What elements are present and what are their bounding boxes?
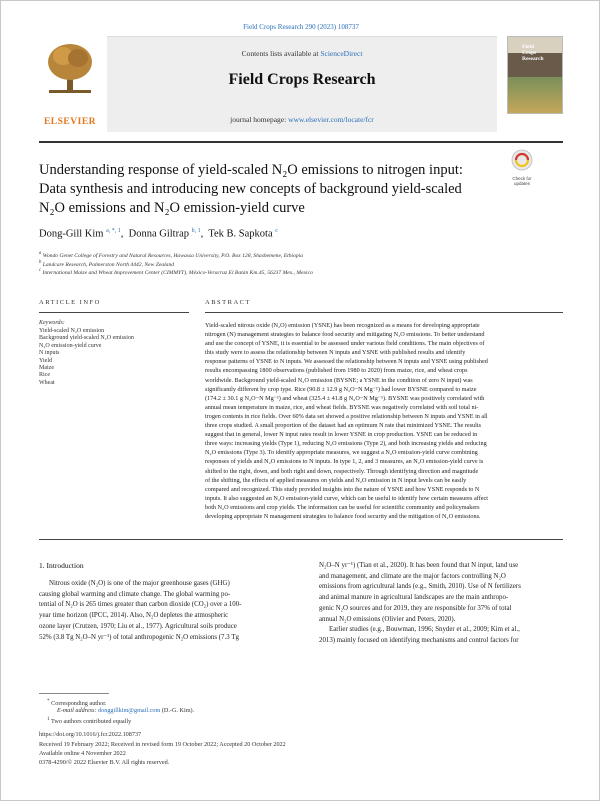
- homepage-link[interactable]: www.elsevier.com/locate/fcr: [288, 115, 374, 124]
- author-name[interactable]: Donna Giltrap: [128, 228, 190, 240]
- footnote-text: Corresponding author.: [51, 700, 107, 708]
- journal-cover[interactable]: [507, 36, 563, 114]
- intro-line: Nitrous oxide (N₂O) is one of the major greenhouse gases (GHG): [49, 580, 230, 587]
- running-head[interactable]: Field Crops Research 290 (2023) 108737: [243, 23, 359, 31]
- affiliation-mark: b: [39, 260, 42, 265]
- intro-line: genic N₂O sources and for 2019, they are responsible for 37% of total: [319, 604, 512, 612]
- abstract-line: N₂O emissions (Type 3). To identify appropriate measures, we suggest a N₂O emission-yield curve combining: [205, 449, 478, 457]
- check-updates-line: Check for: [512, 176, 532, 181]
- elsevier-logo[interactable]: [39, 36, 101, 131]
- footnote-text: Two authors contributed equally: [51, 718, 132, 726]
- abstract-rule: [205, 312, 563, 313]
- journal-masthead: [39, 36, 563, 131]
- author-marks[interactable]: b, 1: [191, 228, 201, 234]
- abstract-line: results encompassing 1800 observations (published from 1980 to 2020) from maize, rice, and wheat crops: [205, 367, 468, 375]
- check-updates-line: updates: [513, 181, 530, 186]
- elsevier-tree-icon: [45, 40, 95, 96]
- keyword: Wheat: [39, 379, 55, 386]
- article-info-heading: ARTICLE INFO: [39, 299, 101, 306]
- journal-header-box: [107, 36, 497, 132]
- abstract-line: three ways: increasing yields (Type 1), reducing N₂O emissions (Type 2), and both increasing yields and reducing: [205, 440, 487, 448]
- journal-title: Field Crops Research: [228, 71, 376, 88]
- abstract-line: of the shifting, the effects of applied measures on yields and N₂O emission in N input levels can be easily: [205, 476, 467, 484]
- intro-line: year time horizon (IPCC, 2014). Also, N₂O depletes the atmospheric: [39, 612, 229, 620]
- abstract-line: Yield-scaled nitrous oxide (N₂O) emission (YSNE) has been recognized as a means for developing appropriate: [205, 322, 480, 329]
- contents-prefix: Contents lists available at: [241, 49, 321, 58]
- abstract-line: developing appropriate N management strategies to balance food security and the mitigation of N₂O emissions.: [205, 512, 481, 520]
- cover-title-line: Crops: [522, 50, 537, 56]
- publisher-name: ELSEVIER: [43, 117, 97, 127]
- masthead-rule: [39, 141, 563, 143]
- doi-link[interactable]: https://doi.org/10.1016/j.fcr.2022.108737: [39, 731, 142, 738]
- abstract-line: both N₂O emissions and crop yields. The information can be useful for scientific community and policymakers: [205, 503, 480, 511]
- abstract-line: this study were to assess the relationship between N inputs and YSNE with published results and identify: [205, 349, 466, 357]
- author-list: Dong-Gill Kim $^{a, *, 1}$, Donna Giltrap $^{b, 1}$, Tek B. Sapkota $^c$: [39, 228, 278, 240]
- check-for-updates-badge[interactable]: [507, 149, 537, 186]
- intro-line: ozone layer (Crutzen, 1970; Liu et al., 1977). Agricultural soils produce: [39, 622, 237, 630]
- footnote-corresponding: * Corresponding author.: [47, 698, 107, 708]
- abstract-heading: ABSTRACT: [205, 299, 251, 306]
- abstract-line: compared and recognized. This study provided insights into the nature of YSNE and how YSNE responds to N: [205, 485, 480, 493]
- abstract-line: inputs. It also suggested an N₂O emission-yield curve, which can be useful to identify how certain measures affect: [205, 494, 488, 502]
- article-info-rule: [39, 312, 189, 313]
- abstract-line: trogen contents in rice fields. Over 60% data set showed a positive relationship between N inputs and YSNE in all: [205, 412, 488, 420]
- intro-line: 2013) mainly focused on identifying mechanisms and control factors for: [319, 636, 519, 644]
- contents-line: [107, 49, 497, 58]
- article-title: [39, 161, 499, 218]
- received-dates: Received 19 February 2022; Received in revised form 19 October 2022; Accepted 20 October 2022: [39, 741, 286, 748]
- abstract-line: and use the concept of YSNE, it is essential to be assessed under various field conditions. The main objectives of: [205, 340, 485, 348]
- affiliation: [39, 260, 174, 268]
- affiliation-text: Landcare Research, Palmerston North 4442, New Zealand: [42, 261, 175, 268]
- email-label: E-mail address:: [57, 707, 99, 714]
- affiliation-mark: c: [39, 268, 42, 273]
- abstract-body: [205, 321, 563, 521]
- intro-line: emissions from agricultural lands (e.g., Smith, 2010). Use of N fertilizers: [319, 583, 521, 591]
- footnote-email: [57, 707, 194, 714]
- abstract-bottom-rule: [39, 539, 563, 540]
- check-updates-icon: [507, 149, 537, 171]
- sciencedirect-link[interactable]: ScienceDirect: [320, 49, 363, 58]
- title-line: Data synthesis and introducing new concepts of background yield-scaled: [39, 181, 462, 197]
- intro-line: causing global warming and climate change. The global warming po-: [39, 590, 231, 598]
- affiliation-text: Wondo Genet College of Forestry and Natural Resources, Hawassa University, P.O. Box 128, Shashemene, Ethiopia: [42, 252, 304, 259]
- author-marks[interactable]: c: [275, 228, 278, 234]
- author-marks[interactable]: a, *, 1: [106, 228, 121, 234]
- footnote-equal: $^1$ Two authors contributed equally: [47, 716, 132, 726]
- abstract-line: nitrogen (N) management strategies to balance food security and mitigating N₂O emissions. To better understand: [205, 331, 485, 339]
- abstract-line: significantly different by crop type. Rice (90.8 ± 12.9 g N₂O−N Mg⁻¹) had lower BYSNE compared to maize: [205, 385, 477, 393]
- keyword: N₂O emission-yield curve: [39, 342, 102, 349]
- affiliation: [39, 251, 303, 259]
- keywords-label: Keywords:: [39, 320, 65, 326]
- affiliation-mark: a: [39, 251, 42, 256]
- intro-line: N₂O–N yr⁻¹) (Tian et al., 2020). It has been found that N input, land use: [319, 562, 519, 569]
- abstract-line: response patterns of YSNE to N inputs. We assessed the relationship between N inputs and YSNE using published: [205, 358, 488, 366]
- introduction-heading: 1. Introduction: [39, 561, 84, 570]
- abstract-line: (174.2 ± 30.1 g N₂O−N Mg⁻¹) and wheat (325.4 ± 41.8 g N₂O−N Mg⁻¹). BYSNE was positively correlated with: [205, 394, 485, 402]
- keyword: Maize: [39, 365, 54, 371]
- intro-line: Earlier studies (e.g., Bouwman, 1996; Snyder et al., 2009; Kim et al.,: [329, 626, 520, 634]
- cover-title: [522, 44, 544, 62]
- abstract-line: worldwide. Background yield-scaled N₂O emission (BYSNE; a YSNE in the condition of zero N input) was: [205, 376, 473, 384]
- author-name[interactable]: Tek B. Sapkota: [208, 228, 273, 240]
- cover-image: [508, 77, 563, 114]
- abstract-line: annual mean temperature in maize, rice, and wheat fields. BYSNE was negatively correlated with soil total ni-: [205, 403, 479, 411]
- affiliation-text: International Maize and Wheat Improvement Center (CIMMYT), México-Veracruz El Batán Km.45, 56237 Mex., Mexico: [42, 269, 313, 276]
- intro-line: tential of N₂O is 265 times greater than carbon dioxide (CO₂) over a 100-: [39, 601, 242, 609]
- abstract-line: three crops studied. A small proportion of the dataset had an optimum N rate that minimized YSNE. The results: [205, 422, 481, 430]
- intro-right-column: [319, 561, 563, 647]
- keyword: Yield: [39, 357, 52, 364]
- keyword: Background yield-scaled N₂O emission: [39, 335, 134, 342]
- author-name[interactable]: Dong-Gill Kim: [39, 228, 104, 240]
- cover-title-line: Research: [522, 56, 544, 62]
- title-line: N₂O emissions and N₂O emission-yield curve: [39, 200, 305, 216]
- cover-title-line: Field: [522, 44, 534, 50]
- email-link[interactable]: donggillkim@gmail.com: [98, 707, 161, 714]
- keyword: N inputs: [39, 350, 60, 357]
- abstract-line: shifted to the right, down, and both right and down, respectively. Through identifying direction and magnitude: [205, 467, 479, 475]
- available-online: Available online 4 November 2022: [39, 750, 126, 757]
- title-line: Understanding response of yield-scaled N₂O emissions to nitrogen input:: [39, 162, 463, 178]
- intro-line: 52% (3.8 Tg N₂O–N yr⁻¹) of total anthropogenic N₂O emissions (7.3 Tg: [39, 633, 239, 641]
- intro-line: annual N₂O emissions (Olivier and Peters, 2020).: [319, 615, 456, 623]
- keyword: Rice: [39, 372, 50, 379]
- journal-homepage-line: [107, 115, 497, 124]
- intro-line: and management, and climate are the major factors controlling N₂O: [319, 572, 506, 580]
- footnote-rule: [39, 693, 109, 694]
- intro-left-column: [39, 579, 283, 643]
- abstract-line: responses of yields and N₂O emissions to N inputs. In type 1, 2, and 3 measures, an N₂O emission-yield curve is: [205, 458, 484, 466]
- issn-copyright: 0378-4290/© 2022 Elsevier B.V. All rights reserved.: [39, 759, 170, 766]
- keyword: Yield-scaled N₂O emission: [39, 328, 105, 334]
- abstract-line: suggest that in general, lower N input rates result in lower YSNE in crop production. YSNE can be reduced in: [205, 431, 478, 439]
- intro-line: and animal manure in agricultural landscapes are the main anthropo-: [319, 594, 509, 602]
- homepage-prefix: journal homepage:: [230, 115, 289, 124]
- affiliation: [39, 268, 313, 276]
- email-suffix: (D.-G. Kim).: [160, 707, 195, 714]
